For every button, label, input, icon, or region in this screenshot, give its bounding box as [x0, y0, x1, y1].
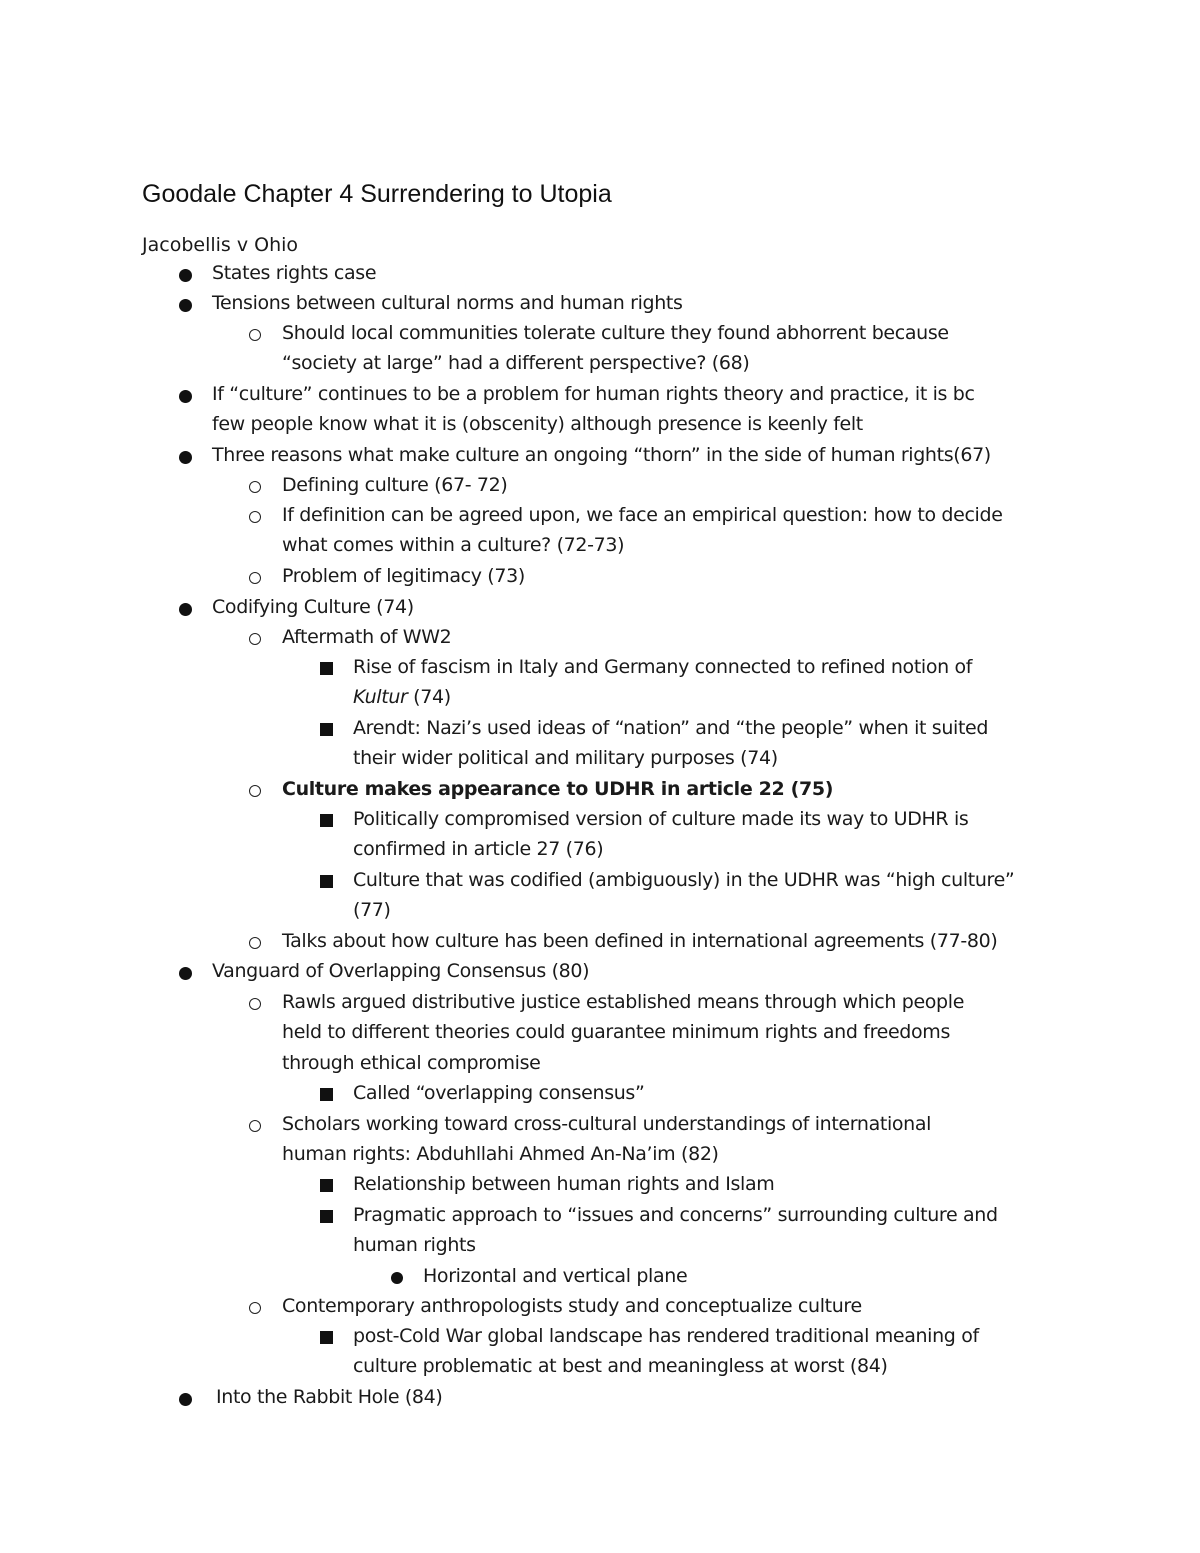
list-item: Tensions between cultural norms and human rights: [212, 288, 683, 318]
bullet-filled-square: [320, 1331, 333, 1344]
list-item: Codifying Culture (74): [212, 592, 414, 622]
list-item: Vanguard of Overlapping Consensus (80): [212, 956, 589, 986]
bullet-filled-square: [320, 723, 333, 736]
list-item: Aftermath of WW2: [282, 622, 451, 652]
list-item: Relationship between human rights and Islam: [353, 1169, 774, 1199]
list-item: Horizontal and vertical plane: [423, 1261, 687, 1291]
bullet-filled-circle: [391, 1272, 403, 1284]
bullet-hollow-circle: [249, 572, 261, 584]
list-item: Rawls argued distributive justice established means through which people held to different theories could guarantee minimum rights and freedoms through ethical compromise: [282, 987, 964, 1078]
bullet-filled-circle: [179, 603, 192, 616]
list-item: Culture makes appearance to UDHR in article 22 (75): [282, 774, 833, 804]
list-item: Politically compromised version of culture made its way to UDHR is confirmed in article 27 (76): [353, 804, 968, 865]
section-heading: Jacobellis v Ohio: [142, 234, 299, 256]
list-item: States rights case: [212, 258, 376, 288]
list-item: post-Cold War global landscape has rendered traditional meaning of culture problematic at best and meaningless at worst (84): [353, 1321, 979, 1382]
bullet-hollow-circle: [249, 1120, 261, 1132]
bullet-filled-circle: [179, 299, 192, 312]
bullet-hollow-circle: [249, 785, 261, 797]
bullet-filled-square: [320, 662, 333, 675]
list-item: Defining culture (67- 72): [282, 470, 507, 500]
bullet-hollow-circle: [249, 511, 261, 523]
list-item: Arendt: Nazi’s used ideas of “nation” and “the people” when it suited their wider political and military purposes (74): [353, 713, 988, 774]
bullet-filled-square: [320, 814, 333, 827]
list-item: Into the Rabbit Hole (84): [216, 1382, 442, 1412]
bullet-filled-circle: [179, 967, 192, 980]
document-title: Goodale Chapter 4 Surrendering to Utopia: [142, 180, 612, 208]
list-item: Problem of legitimacy (73): [282, 561, 525, 591]
bullet-filled-square: [320, 1179, 333, 1192]
list-item: If definition can be agreed upon, we face an empirical question: how to decide what comes within a culture? (72-73): [282, 500, 1003, 561]
bullet-hollow-circle: [249, 998, 261, 1010]
list-item: Contemporary anthropologists study and conceptualize culture: [282, 1291, 862, 1321]
bullet-filled-circle: [179, 390, 192, 403]
bullet-hollow-circle: [249, 481, 261, 493]
bullet-filled-circle: [179, 1393, 192, 1406]
italic-term: Kultur: [353, 686, 408, 709]
bullet-hollow-circle: [249, 329, 261, 341]
list-item: Talks about how culture has been defined in international agreements (77-80): [282, 926, 997, 956]
bullet-filled-circle: [179, 451, 192, 464]
list-item: Called “overlapping consensus”: [353, 1078, 644, 1108]
list-item: Pragmatic approach to “issues and concerns” surrounding culture and human rights: [353, 1200, 998, 1261]
bullet-hollow-circle: [249, 1302, 261, 1314]
list-item: Three reasons what make culture an ongoing “thorn” in the side of human rights(67): [212, 440, 991, 470]
list-item: If “culture” continues to be a problem for human rights theory and practice, it is bc few people know what it is (obscenity) although presence is keenly felt: [212, 379, 975, 440]
bullet-filled-square: [320, 875, 333, 888]
list-item: Rise of fascism in Italy and Germany connected to refined notion of Kultur (74): [353, 652, 972, 713]
list-item: Should local communities tolerate culture they found abhorrent because “society at large” had a different perspective? (68): [282, 318, 949, 379]
bullet-filled-square: [320, 1210, 333, 1223]
list-item: Scholars working toward cross-cultural understandings of international human rights: Abduhllahi Ahmed An-Na’im (82): [282, 1109, 931, 1170]
bullet-filled-circle: [179, 269, 192, 282]
bullet-filled-square: [320, 1088, 333, 1101]
bullet-hollow-circle: [249, 633, 261, 645]
bullet-hollow-circle: [249, 937, 261, 949]
list-item: Culture that was codified (ambiguously) in the UDHR was “high culture” (77): [353, 865, 1014, 926]
